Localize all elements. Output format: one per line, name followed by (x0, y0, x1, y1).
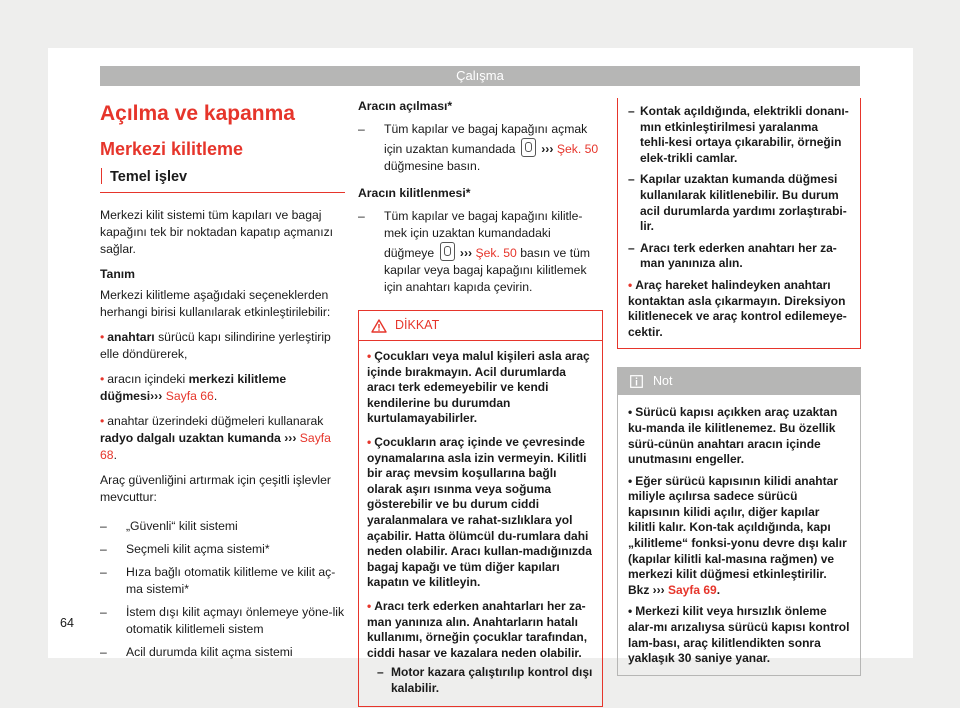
option-item: • anahtar üzerindeki düğmeleri kullanarak radyo dalgalı uzaktan kumanda ››› Sayfa 68. (100, 414, 331, 462)
note-header (618, 368, 860, 395)
page-number: 64 (60, 616, 74, 630)
section-header: Çalışma (100, 66, 860, 86)
definition-text: Merkezi kilitleme aşağıdaki seçeneklerden herhangi birisi kullanılarak etkinleştirilebilir: (100, 288, 331, 319)
page-ref-link[interactable]: Sayfa 69 (664, 582, 717, 597)
warning-item: • Araç hareket halindeyken anahtarı kontaktan asla çıkarmayın. Direksiyon kilitlenecek ve araç kontrol edilemeye-cektir. (628, 277, 847, 339)
bullet-icon: • (100, 330, 105, 344)
bullet-icon: • (628, 405, 633, 420)
column-1 (100, 98, 345, 667)
bullet-icon: • (367, 434, 372, 449)
unlock-key-icon (521, 138, 536, 157)
open-heading: Aracın açılması* (358, 99, 453, 113)
warning-item: • Çocukları veya malul kişileri asla araç içinde bırakmayın. Acil durumlarda aracı terk edemeyebilir ve kendi kendilerine bu durumdan kurtulamayabilirler. (367, 349, 590, 426)
bullet-icon: • (367, 598, 372, 613)
feature-item: – Hıza bağlı otomatik kilitleme ve kilit aç-ma sistemi* (100, 564, 345, 598)
warning-subitem: – Motor kazara çalıştırılıp kontrol dışı kalabilir. (377, 665, 594, 696)
warning-subitem: – Kontak açıldığında, elektrikli donanı-mın etkinleştirilmesi yaralanma tehli-kesi ortaya çıkarabilir, örneğin elek-trikli camlar. (628, 104, 850, 166)
feature-item: – Seçmeli kilit açma sistemi* (100, 541, 345, 558)
warning-box-continued (617, 98, 861, 349)
warning-subitem: – Kapılar uzaktan kumanda düğmesi kullanılarak kilitlenebilir. Bu durum acil durumlarda yardımı zorlaştırabi-lir. (628, 172, 850, 234)
info-icon (630, 375, 643, 388)
lock-step: – Tüm kapılar ve bagaj kapağını kilitle-mek için uzaktan kumandadaki düğmeye ››› Şek. 50 basın ve tüm kapılar veya bagaj kapağını kilitlemek için anahtarı kapıda çevirin. (358, 208, 603, 296)
page-title: Açılma ve kapanma (100, 102, 295, 125)
lock-key-icon (440, 242, 455, 261)
definition-heading: Tanım (100, 267, 135, 281)
column-2 (358, 98, 603, 707)
note-label: Not (653, 374, 673, 389)
figure-ref-link[interactable]: Şek. 50 (556, 142, 599, 156)
page-ref-link[interactable]: Sayfa 68 (100, 431, 331, 462)
safety-paragraph: Araç güvenliğini artırmak için çeşitli işlevler mevcuttur: (100, 473, 331, 504)
warning-item: • Çocukların araç içinde ve çevresinde oynamalarına asla izin vermeyin. Kilitli bir araç mevsim koşullarına bağlı olarak aşırı ısınma veya soğuma gösterebilir ve bu durum ciddi yaralanmalara ve rahat-sızlıklara yol açabilir. Hatta ölümcül du-rumlara dahi neden olabilir. Aracı kullan-madığınızda bagaj kapağı ve tüm diğer kapıları kapatın ve kilitleyin. (367, 434, 592, 590)
section-title: Merkezi kilitleme (100, 139, 244, 159)
note-item: • Sürücü kapısı açıkken araç uzaktan ku-manda ile kilitlenemez. Bu özellik sürü-cünün anahtarı aracın içinde unutmasını engeller. (628, 405, 838, 467)
warning-triangle-icon (371, 319, 387, 333)
feature-item: – İstem dışı kilit açmayı önlemeye yöne-lik otomatik kilitlemeli sistem (100, 604, 345, 638)
bullet-icon: • (628, 277, 633, 292)
lock-heading: Aracın kilitlenmesi* (358, 186, 471, 200)
title-marker (101, 168, 102, 184)
bullet-icon: • (100, 414, 105, 428)
bullet-icon: • (628, 473, 633, 488)
option-item: • aracın içindeki merkezi kilitleme düğmesi››› Sayfa 66. (100, 372, 287, 403)
note-box (617, 367, 861, 676)
column-3 (617, 98, 861, 676)
bullet-icon: • (367, 349, 372, 363)
warning-body (359, 341, 602, 706)
open-step: – Tüm kapılar ve bagaj kapağını açmak için uzaktan kumandada ››› Şek. 50 düğmesine basın. (358, 121, 603, 175)
option-item: • anahtarı sürücü kapı silindirine yerleştirip elle döndürerek, (100, 330, 331, 361)
bullet-icon: • (100, 372, 105, 386)
feature-item: – Acil durumda kilit açma sistemi (100, 644, 345, 661)
note-item: • Eğer sürücü kapısının kilidi anahtar miliyle açılırsa sadece sürücü kapısının kilidi açılır, diğer kapılar kilitli kalır. Kon-tak açıldığında, kapı „kilitleme“ fonksi-yonu devre dışı kalır (kapılar kilitli kal-masına rağmen) ve merkezi kilit düğmesi etkinleştirilir. Bkz ››› Sayfa 69. (628, 473, 847, 597)
warning-item: • Aracı terk ederken anahtarları her za-man yanınıza alın. Anahtarların hatalı kullanımı, örneğin çocuklar tarafından, ciddi hasar ve kazalara neden olabilir. (367, 598, 588, 660)
note-body (618, 395, 860, 675)
warning-header (359, 311, 602, 341)
warning-subitem: – Aracı terk ederken anahtarı her za-man yanınıza alın. (628, 241, 850, 272)
subsection-title: Temel işlev (100, 168, 345, 193)
bullet-icon: • (628, 604, 633, 619)
feature-item: – „Güvenli“ kilit sistemi (100, 518, 345, 535)
intro-paragraph: Merkezi kilit sistemi tüm kapıları ve bagaj kapağını tek bir noktadan kapatıp açmanızı sağlar. (100, 208, 334, 256)
warning-label: DİKKAT (395, 318, 440, 332)
page-ref-link[interactable]: Sayfa 66 (162, 389, 214, 403)
warning-box (358, 310, 603, 707)
note-item: • Merkezi kilit veya hırsızlık önleme alar-mı arızalıysa sürücü kapısı kontrol lam-bası, araç kilitlendikten sonra yaklaşık 30 saniye yanar. (628, 604, 850, 666)
figure-ref-link[interactable]: Şek. 50 (475, 246, 517, 260)
